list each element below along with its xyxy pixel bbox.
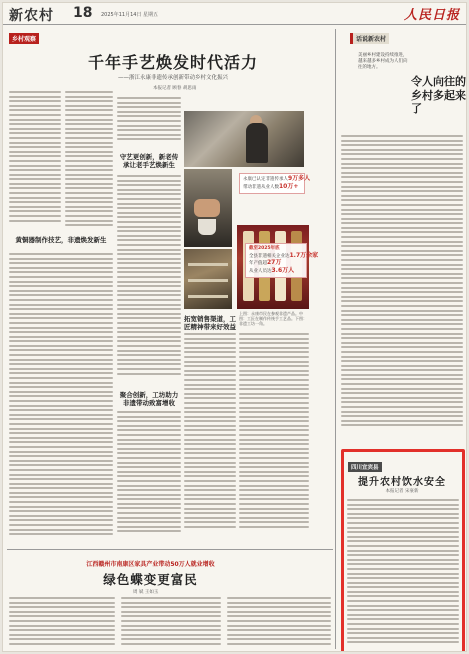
- main-article-byline: 本报记者 顾春 胡思雨: [153, 86, 197, 91]
- highlighted-article-byline: 本报记者 宋豪新: [385, 489, 419, 494]
- stat-number-5: 3.6万人: [271, 266, 295, 274]
- main-article-subtitle: ——浙江永康非遗传承创新带动乡村文化振兴: [117, 75, 228, 81]
- middle-column-text-3: [117, 411, 181, 543]
- section-head-1: 拓宽销售渠道，工匠精神带来好效益: [184, 315, 236, 331]
- stat-line-5: 从业人员达3.6万人: [249, 266, 295, 274]
- main-article-title: 千年手艺焕发时代活力: [87, 53, 258, 72]
- highlighted-article-text: [347, 499, 459, 649]
- shelf-line: [188, 263, 228, 266]
- stat-line-3: 全县非遗相关企业达1.7万余家: [249, 251, 319, 259]
- shelf-line: [188, 295, 228, 298]
- bottom-text-col-1: [9, 597, 115, 651]
- talk-village-tag: 话说新农村: [350, 33, 389, 44]
- section-head-3: 黄铜器制作技艺，非遗焕发新生: [15, 236, 107, 244]
- stat-number-3: 1.7万余家: [289, 251, 319, 259]
- stat-line-2: 带动非遗从业人数10万+: [243, 182, 299, 190]
- photo-column-text: [184, 333, 236, 543]
- commentary-text: [341, 135, 463, 445]
- cup-shape: [198, 219, 216, 235]
- section-head-0: 守艺更创新，新老传承让老手艺焕新生: [119, 153, 179, 169]
- stat-line-1: 永康已认定非遗传承人9万多人: [243, 175, 311, 182]
- left-column-text-2: [9, 135, 61, 235]
- rural-view-tag: 乡村观察: [9, 33, 39, 44]
- stat-line-4: 年产值超27万: [249, 259, 282, 266]
- page-number: 18: [73, 5, 93, 21]
- bottom-article-byline: 周 斌 王如玉: [133, 590, 159, 595]
- stats-infobox-2: [245, 243, 319, 278]
- left-column-text-3: [9, 253, 113, 543]
- page-header: [3, 3, 467, 25]
- section-head-2: 聚合创新，工坊助力非遗带动致富增收: [119, 391, 179, 407]
- newspaper-logo: 人民日报: [403, 8, 460, 23]
- bottom-text-col-3: [227, 597, 331, 651]
- photo-caption: 上图：永康市民在参观非遗产品。中图：工匠在制作传统手工艺品。下图：非遗工坊一角。: [239, 311, 307, 326]
- stat-heading: 截至2025年底: [249, 246, 280, 251]
- date-line: 2025年11月14日 星期五: [101, 12, 159, 18]
- middle-column-text-2: [117, 175, 181, 385]
- stat-number-4: 27万: [267, 259, 282, 266]
- column-divider: [335, 29, 336, 649]
- workshop-photo: [184, 249, 232, 309]
- column-text-right-of-photos: [239, 333, 309, 543]
- county-tag: 四川宜宾县: [348, 462, 382, 472]
- hand-shape: [194, 199, 220, 217]
- artisan-photo: [184, 111, 304, 167]
- stats-infobox-1: [239, 173, 311, 194]
- stat-number-1: 9万多人: [288, 175, 311, 182]
- artisan-figure: [246, 123, 268, 163]
- highlighted-article-title: 提升农村饮水安全: [358, 477, 446, 488]
- left-column-text-4: [65, 91, 113, 233]
- stat-number-2: 10万+: [279, 182, 299, 190]
- handcraft-photo: [184, 169, 232, 247]
- commentary-lead: 美丽乡村建设持续推进，越来越多乡村成为人们向往的地方。: [358, 53, 408, 70]
- article-divider: [7, 549, 333, 550]
- newspaper-page: [2, 2, 467, 652]
- commentary-title: 令人向往的乡村多起来了: [411, 75, 466, 115]
- bottom-article-subtitle: 江西赣州市南康区家具产业带动50万人就业增收: [86, 561, 215, 568]
- bottom-text-col-2: [121, 597, 221, 651]
- shelf-line: [188, 279, 228, 282]
- bottom-article-title: 绿色蝶变更富民: [103, 572, 198, 587]
- section-name: 新农村: [9, 8, 54, 24]
- middle-column-text-1: [117, 97, 181, 147]
